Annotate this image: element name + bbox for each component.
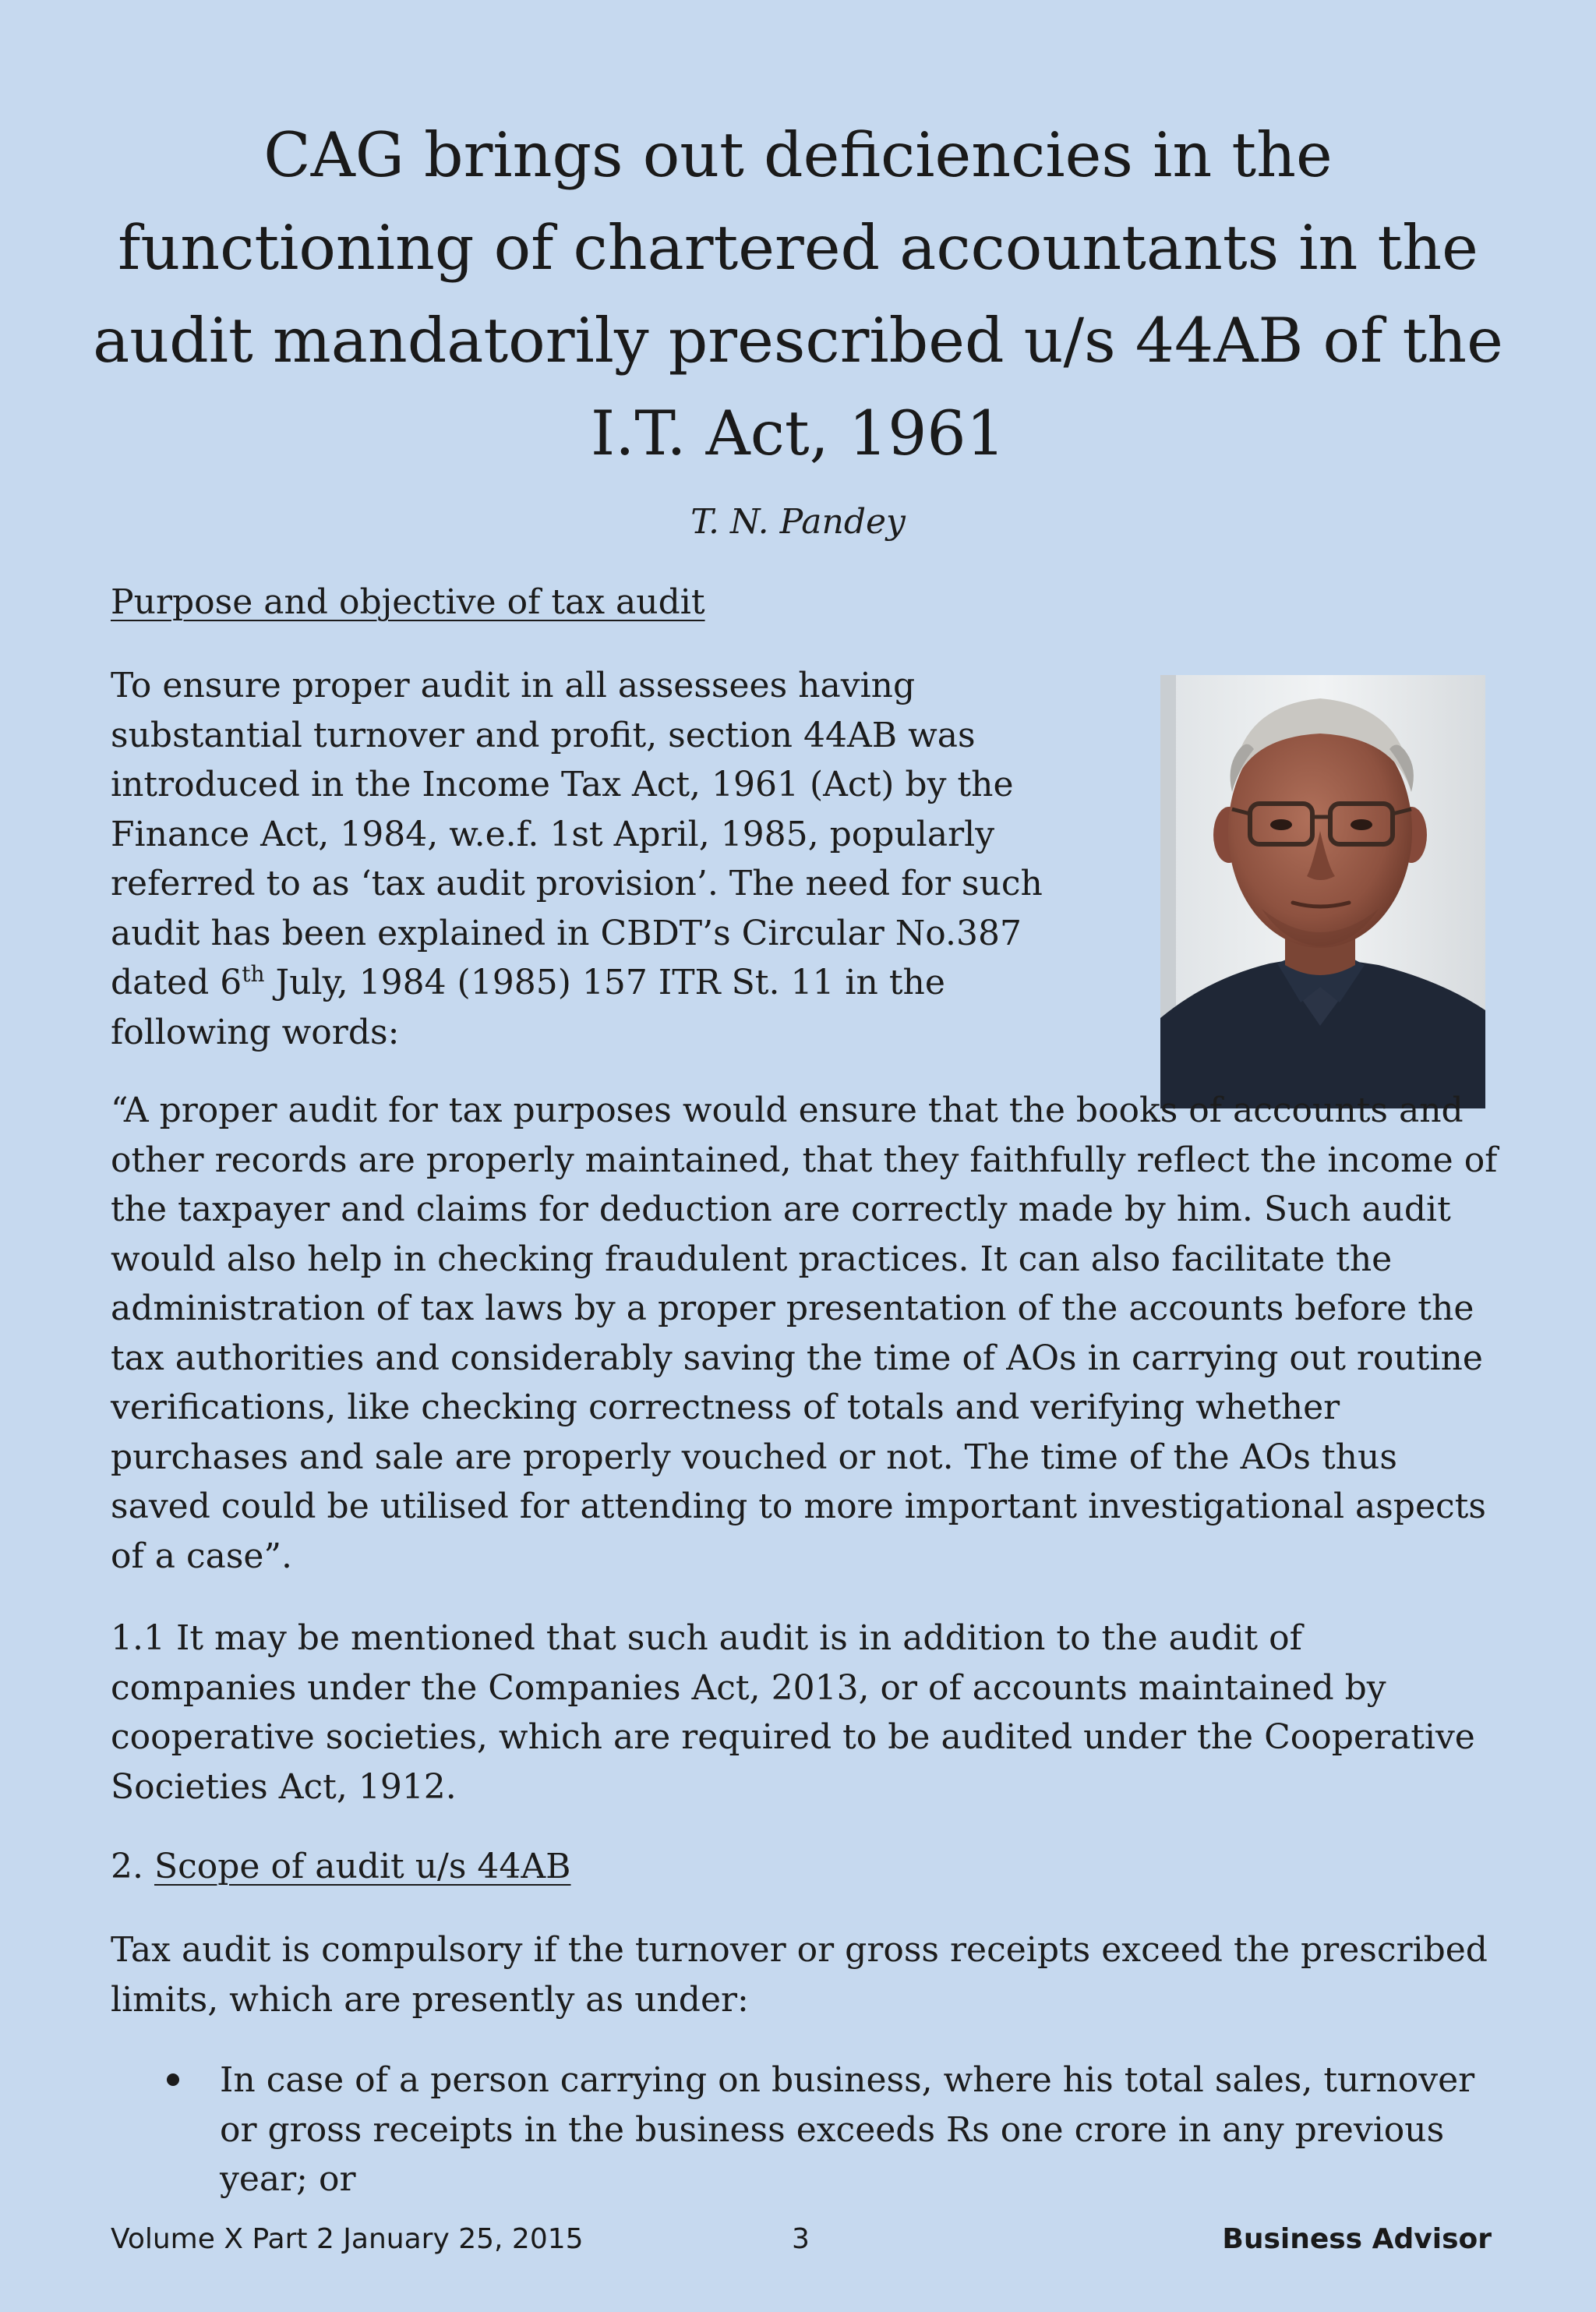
footer-volume-info: Volume X Part 2 January 25, 2015: [111, 2223, 584, 2255]
intro-text-b: July, 1984 (1985) 157 ITR St. 11 in the following words:: [111, 963, 945, 1052]
list-item-text: In case of a person carrying on business, where his total sales, turnover or gross receipts in the business exceeds Rs one crore in any previous year; or: [220, 2060, 1475, 2199]
author-byline: T. N. Pandey: [690, 502, 906, 542]
section-heading-text: Purpose and objective of tax audit: [111, 582, 705, 622]
page-number: 3: [792, 2223, 810, 2255]
author-photo: [1160, 675, 1485, 1108]
article-title: CAG brings out deficiencies in the functioning of chartered accountants in the audit mandatorily prescribed u/s 44AB of the I.T. Act, 1961: [93, 119, 1503, 469]
circular-quote: “A proper audit for tax purposes would ensure that the books of accounts and other records are properly maintained, that they faithfully reflect the income of the taxpayer and claims for deduction are correctly made by him. Such audit would also help in checking fraudulent practices. It can also facilitate the administration of tax laws by a proper presentation of the accounts before the tax authorities and considerably saving the time of AOs in carrying out routine verifications, like checking correctness of totals and verifying whether purchases and sale are properly vouched or not. The time of the AOs thus saved could be utilised for attending to more important investigational aspects of a case”.: [111, 1091, 1498, 1576]
intro-superscript: th: [242, 961, 265, 987]
scope-intro-paragraph: Tax audit is compulsory if the turnover or gross receipts exceed the prescribed limits, which are presently as under:: [111, 1930, 1488, 2020]
paragraph-1-1: 1.1 It may be mentioned that such audit is in addition to the audit of companies under the Companies Act, 2013, or of accounts maintained by cooperative societies, which are required to be audited under the Cooperative Societies Act, 1912.: [111, 1618, 1475, 1807]
list-item: [111, 2056, 1513, 2204]
publication-name: Business Advisor: [1222, 2223, 1492, 2255]
bullet-icon: [167, 2073, 179, 2086]
scope-bullet-list: [111, 2056, 1513, 2204]
section-number: 2.: [111, 1847, 143, 1886]
intro-paragraph: [111, 661, 1085, 1057]
page-footer: [111, 2220, 1492, 2259]
scope-heading-text: Scope of audit u/s 44AB: [154, 1847, 571, 1886]
section-heading-purpose: [111, 579, 705, 626]
intro-text-a: To ensure proper audit in all assessees having substantial turnover and profit, section 44AB was introduced in the Income Tax Act, 1961 (Act) by the Finance Act, 1984, w.e.f. 1st April, 1985, popularly referred to as ‘tax audit provision’. The need for such audit has been explained in CBDT’s Circular No.387 dated 6: [111, 666, 1043, 1002]
section-heading-scope: [111, 1844, 571, 1890]
